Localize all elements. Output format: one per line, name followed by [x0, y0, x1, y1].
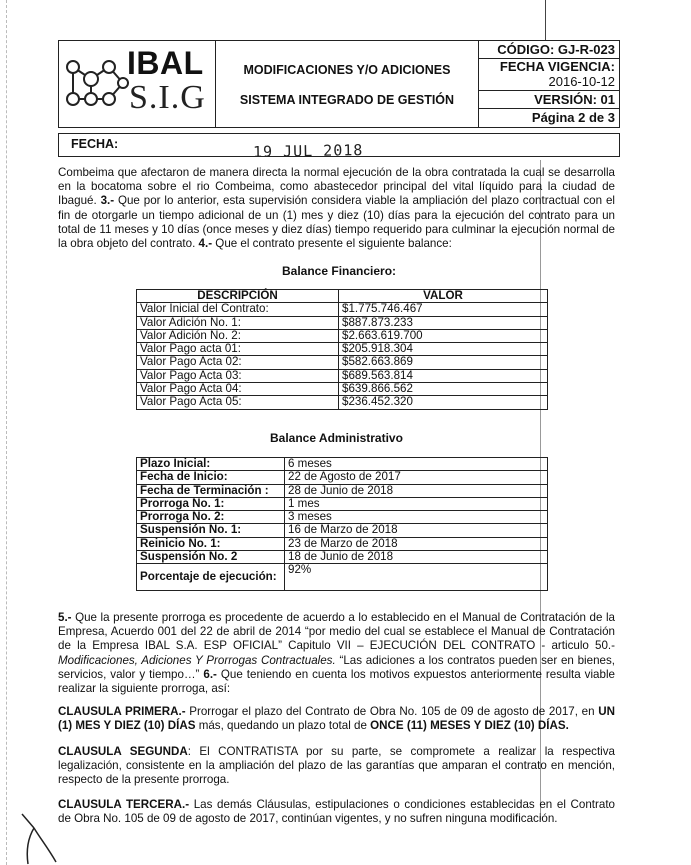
table-row: Reinicio No. 1: 23 de Marzo de 2018 — [137, 537, 548, 550]
table-row: Valor Adición No. 2: $2.663.619.700 — [137, 329, 548, 342]
logo-subtext: S.I.G — [129, 79, 206, 116]
table-row: Prorroga No. 2: 3 meses — [137, 511, 548, 524]
clausula-primera: CLAUSULA PRIMERA.- Prorrogar el plazo del Contrato de Obra No. 105 de 09 de agosto de 2017, en UN (1) MES Y DIEZ (10) DÍAS más, quedando un plazo total de ONCE (11) MESES Y DIEZ (10) DÍAS. — [58, 705, 615, 733]
version: VERSIÓN: 01 — [534, 92, 615, 107]
doc-subtitle: SISTEMA INTEGRADO DE GESTIÓN — [239, 93, 455, 107]
table-row: Valor Adición No. 1: $887.873.233 — [137, 316, 548, 329]
pen-mark-icon — [18, 808, 58, 865]
scan-margin-line — [545, 0, 546, 40]
date-stamp: 19 JUL 2018 — [252, 141, 364, 161]
fecha-vigencia-label: FECHA VIGENCIA: — [499, 59, 615, 74]
balance-administrativo-caption: Balance Administrativo — [270, 431, 403, 445]
col-descripcion: DESCRIPCIÓN — [137, 290, 339, 303]
table-row: Valor Inicial del Contrato: $1.775.746.467 — [137, 303, 548, 316]
table-row: Suspensión No. 1: 16 de Marzo de 2018 — [137, 524, 548, 537]
table-row: Valor Pago acta 01: $205.918.304 — [137, 343, 548, 356]
title-cell — [216, 41, 479, 127]
page-number: Página 2 de 3 — [531, 110, 615, 125]
scan-edge-line — [6, 0, 7, 865]
table-row: Suspensión No. 2 18 de Junio de 2018 — [137, 551, 548, 564]
fecha-label: FECHA: — [71, 137, 119, 151]
fecha-vigencia: 2016-10-12 — [548, 74, 615, 89]
balance-administrativo-table — [136, 457, 548, 591]
clausula-segunda: CLAUSULA SEGUNDA: El CONTRATISTA por su parte, se compromete a realizar la respectiva legalización, consistente en la ampliación del plazo de las garantías que amparan el contrato en mención, respecto de la presente prorroga. — [58, 745, 615, 787]
table-row: Valor Pago Acta 02: $582.663.869 — [137, 356, 548, 369]
control-cell — [479, 41, 619, 127]
table-row: Prorroga No. 1: 1 mes — [137, 497, 548, 510]
table-row: Fecha de Terminación : 28 de Junio de 2018 — [137, 484, 548, 497]
col-valor: VALOR — [339, 290, 548, 303]
table-row: Fecha de Inicio: 22 de Agosto de 2017 — [137, 471, 548, 484]
logo-cell — [59, 41, 216, 127]
logo-text: IBAL — [127, 45, 204, 81]
clausula-tercera: CLAUSULA TERCERA.- Las demás Cláusulas, estipulaciones o condiciones establecidas en el Contrato de Obra No. 105 de 09 de agosto de 2017, continúan vigentes, y no sufren ninguna modificación. — [58, 798, 616, 826]
table-row: Valor Pago Acta 05: $236.452.320 — [137, 396, 548, 409]
document-header — [58, 40, 620, 128]
table-row: Valor Pago Acta 04: $639.866.562 — [137, 383, 548, 396]
molecule-logo-icon — [61, 49, 131, 119]
table-row: Valor Pago Acta 03: $689.563.814 — [137, 369, 548, 382]
table-row: Porcentaje de ejecución: 92% — [137, 564, 548, 591]
balance-financiero-table — [136, 289, 548, 410]
codigo: CÓDIGO: GJ-R-023 — [497, 42, 615, 57]
table-row: Plazo Inicial: 6 meses — [137, 458, 548, 471]
balance-financiero-caption: Balance Financiero: — [282, 264, 397, 278]
paragraph-5: 5.- Que la presente prorroga es procedente de acuerdo a lo establecido en el Manual de Contratación de la Empresa, Acuerdo 001 del 22 de abril de 2014 “por medio del cual se establece el Manual de Contratación de la Empresa IBAL S.A. ESP OFICIAL” Capitulo VII – EJECUCIÓN DEL CONTRATO - articulo 50.- Modificaciones, Adiciones Y Prorrogas Contractuales. “Las adiciones a los contratos pueden ser en bienes, servicios, valor y tiempo…” 6.- Que teniendo en cuenta los motivos expuestos anteriormente resulta viable realizar la siguiente prorroga, así: — [58, 611, 615, 696]
intro-paragraph: Combeima que afectaron de manera directa la normal ejecución de la obra contratada la cual se desarrolla en la bocatoma sobre el rio Combeima, como abastecedor principal del vital líquido para la ciudad de Ibagué. 3.- Que por lo anterior, esta supervisión considera viable la ampliación del plazo contractual con el fin de otorgarle un tiempo adicional de un (1) mes y diez (10) días para la ejecución del contrato para un total de 11 meses y 10 días (once meses y diez días) tiempo requerido para culminar la ejecución normal de la obra objeto del contrato. 4.- Que el contrato presente el siguiente balance: — [58, 166, 615, 251]
doc-title: MODIFICACIONES Y/O ADICIONES — [243, 63, 451, 77]
